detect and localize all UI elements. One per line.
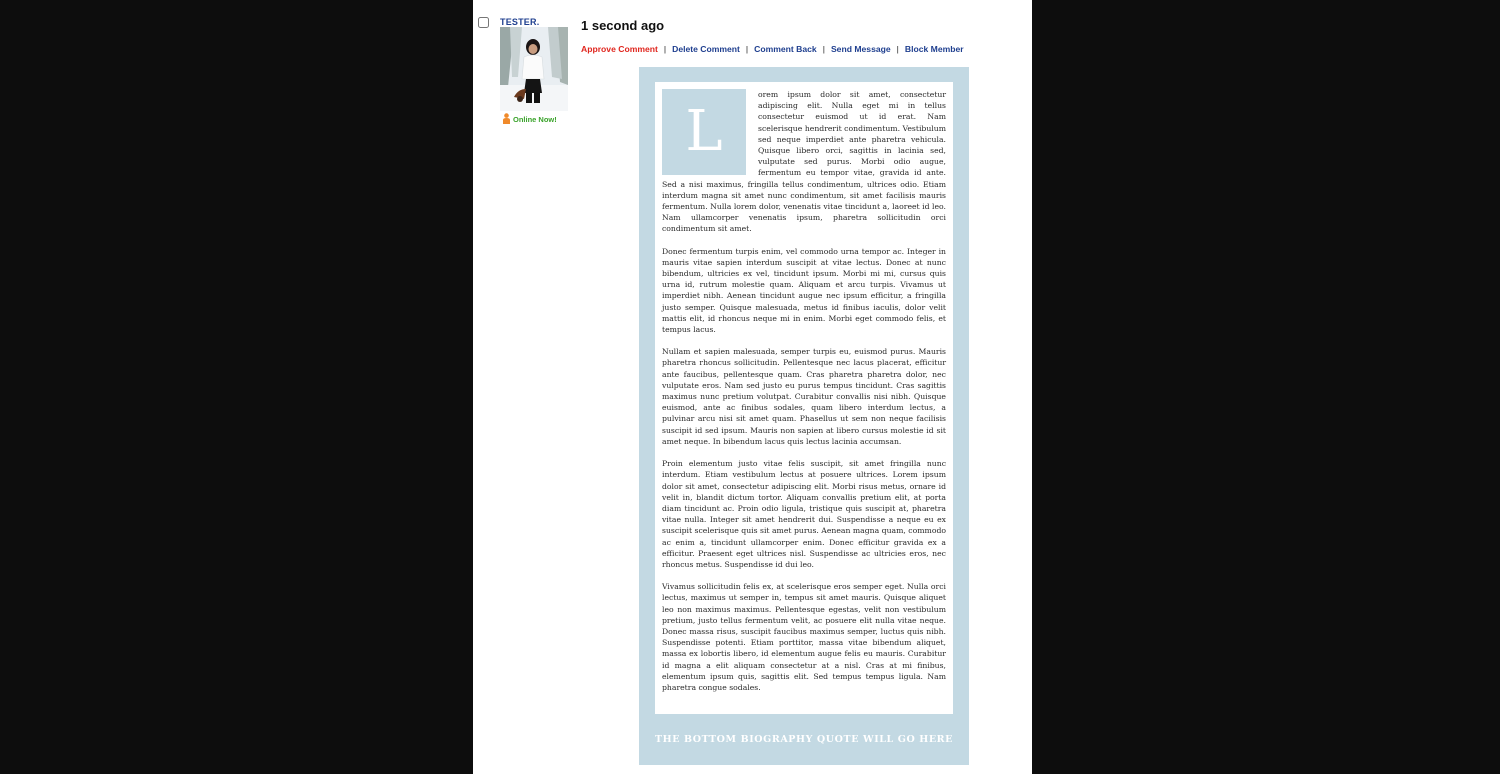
avatar-photo [500,27,568,111]
biography-text [655,82,953,714]
bio-paragraph: Donec fermentum turpis enim, vel commodo urna tempor ac. Integer in mauris vitae sapien interdum suscipit at vitae lectus. Donec at nunc bibendum, ultricies ex vel, tincidunt ipsum. Morbi mi mi, cursus quis urna id, rutrum molestie quam. Aliquam et arcu turpis. Vivamus ut imperdiet nibh. Aenean tincidunt augue nec ipsum efficitur, a fringilla justo semper. Quisque malesuada, metus id finibus iaculis, dolor velit mattis elit, id rhoncus neque mi in enim. Morbi eget commodo felis, et tempus lacus. [662,246,946,335]
username-link[interactable]: TESTER. [500,17,540,27]
comment-back-link[interactable]: Comment Back [754,44,817,54]
bio-paragraph: Nullam et sapien malesuada, semper turpis eu, euismod purus. Mauris pharetra rhoncus sollicitudin. Pellentesque nec lacus placerat, efficitur ante faucibus, pellentesque quam. Cras pharetra pharetra dolor, nec vulputate eros. Nam sed justo eu purus tempus tincidunt. Cras sagittis maximus nunc pretium volutpat. Curabitur convallis nisi nibh. Quisque euismod, ante ac finibus sodales, quam libero interdum lectus, a pulvinar arcu nisi sit amet quam. Phasellus ut sem non neque facilisis suscipit id sed ipsum. Mauris non sapien at libero cursus molestie id sit amet neque. In bibendum lacus quis lectus lacinia accumsan. [662,347,946,446]
online-status-label: Online Now! [513,114,557,124]
separator: | [896,44,899,54]
separator: | [822,44,825,54]
bio-quote: THE BOTTOM BIOGRAPHY QUOTE WILL GO HERE [655,734,953,745]
comment-actions [581,44,964,54]
biography-panel [639,67,969,765]
bio-paragraph: Proin elementum justo vitae felis suscipit, sit amet fringilla nunc interdum. Etiam vestibulum lectus at posuere ultrices. Lorem ipsum dolor sit amet, consectetur adipiscing elit. Morbi risus metus, ornare id velit in, blandit dictum tortor. Aliquam convallis pretium elit, at porta diam tincidunt ac. Proin odio ligula, tristique quis suscipit at, pharetra vitae nulla. Integer sit amet hendrerit dui. Suspendisse a neque eu ex suscipit scelerisque quis sit amet purus. Aenean magna quam, commodo ac enim a, tincidunt ullamcorper enim. Donec efficitur gravida ex a efficitur. Praesent eget ultrices nisl. Suspendisse ac ultricies eros, nec rhoncus metus. Suspendisse id dui leo. [662,459,946,569]
comment-card [473,0,1032,774]
bio-paragraph: orem ipsum dolor sit amet, consectetur adipiscing elit. Nulla eget mi in tellus consectetur euismod ut id erat. Nam scelerisque hendrerit condimentum. Vestibulum sed neque imperdiet ante pharetra vehicula. Quisque libero orci, sagittis in lacinia sed, vulputate sed purus. Morbi odio augue, fermentum eu tempor vitae, gravida id ante. Sed a nisi maximus, fringilla tellus condimentum, ultrices odio. Etiam interdum magna sit amet nunc condimentum, sit amet facilisis mauris fermentum. Nulla lorem dolor, venenatis vitae tincidunt a, laoreet id leo. Nam ullamcorper venenatis ipsum, pharetra sollicitudin orci condimentum sit amet. [662,90,946,234]
block-member-link[interactable]: Block Member [904,44,964,54]
online-status [502,113,557,125]
separator: | [663,44,667,54]
delete-comment-link[interactable]: Delete Comment [672,44,740,54]
avatar[interactable] [500,27,568,111]
comment-timestamp: 1 second ago [581,18,665,33]
separator: | [745,44,749,54]
approve-comment-link[interactable]: Approve Comment [581,44,658,54]
drop-cap: L [662,89,746,175]
bio-paragraph: Vivamus sollicitudin felis ex, at scelerisque eros semper eget. Nulla orci lectus, maximus ut semper in, tempus sit amet mauris. Quisque aliquet leo non maximus maximus. Pellentesque egestas, velit non vestibulum pretium, justo tellus fermentum velit, ac posuere elit nulla vitae neque. Donec massa risus, suscipit faucibus maximus semper, luctus quis nibh. Suspendisse potenti. Etiam porttitor, massa vitae bibendum aliquet, massa ex lobortis libero, id elementum augue felis eu mauris. Curabitur id magna a elit aliquam consectetur at a nisl. Cras at mi finibus, elementum ipsum quis, sagittis elit. Sed tempus tempus ligula. Nam pharetra congue sodales. [662,582,946,692]
send-message-link[interactable]: Send Message [830,44,891,54]
select-comment-checkbox[interactable] [478,17,489,28]
person-icon [502,113,511,125]
